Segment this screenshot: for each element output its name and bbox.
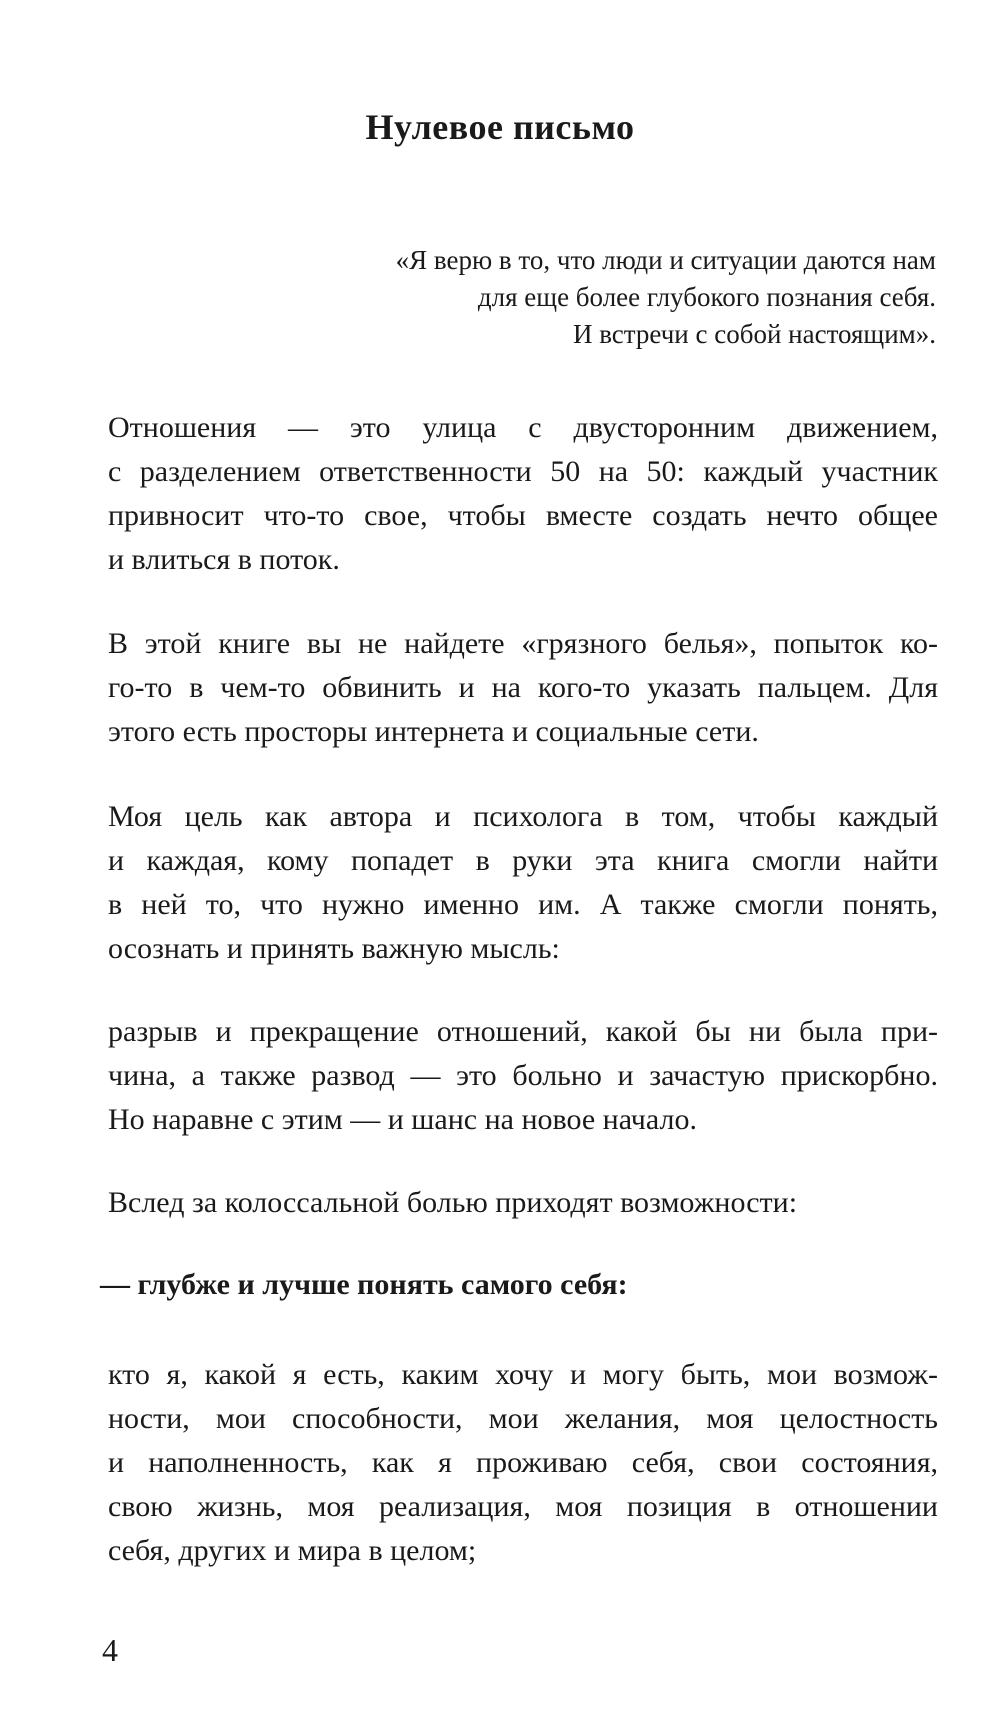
text-line: и каждая, кому попадет в руки эта книга смогли найти [108, 844, 938, 877]
text-line: Но наравне с этим — и шанс на новое начало. [108, 1103, 697, 1136]
text-line: и наполненность, как я проживаю себя, свои состояния, [108, 1446, 938, 1479]
paragraph-1 [108, 406, 938, 582]
text-line: чина, а также развод — это больно и зачастую прискорбно. [108, 1059, 938, 1092]
text-line: себя, других и мира в целом; [108, 1534, 477, 1567]
page-number: 4 [102, 1632, 118, 1668]
text-line: осознать и принять важную мысль: [108, 932, 560, 965]
paragraph-5 [108, 1181, 938, 1225]
paragraph-2 [108, 622, 938, 754]
text-line: разрыв и прекращение отношений, какой бы ни была при- [108, 1015, 938, 1048]
paragraph-4 [108, 1010, 938, 1142]
text-line: Вслед за колоссальной болью приходят возможности: [108, 1186, 798, 1219]
text-line: свою жизнь, моя реализация, моя позиция в отношении [108, 1490, 938, 1523]
text-line: ности, мои способности, мои желания, моя целостность [108, 1402, 938, 1435]
text-line: го-то в чем-то обвинить и на кого-то указать пальцем. Для [108, 671, 938, 704]
text-line: и влиться в поток. [108, 543, 340, 576]
section-subheading: — глубже и лучше понять самого себя: [100, 1268, 628, 1301]
epigraph-line: для еще более глубокого познания себя. [477, 282, 936, 312]
chapter-title: Нулевое письмо [365, 107, 635, 147]
text-line: в ней то, что нужно именно им. А также смогли понять, [108, 888, 938, 921]
text-line: кто я, какой я есть, каким хочу и могу быть, мои возмож- [108, 1358, 938, 1391]
paragraph-6 [108, 1353, 938, 1573]
text-line: В этой книге вы не найдете «грязного белья», попыток ко- [108, 627, 938, 660]
text-line: этого есть просторы интернета и социальные сети. [108, 715, 759, 748]
text-line: привносит что-то свое, чтобы вместе создать нечто общее [108, 499, 938, 532]
text-line: Моя цель как автора и психолога в том, чтобы каждый [108, 800, 938, 833]
text-line: Отношения — это улица с двусторонним движением, [108, 411, 938, 444]
paragraph-3 [108, 795, 938, 971]
epigraph-line: И встречи с собой настоящим». [572, 319, 936, 349]
epigraph [396, 242, 936, 353]
epigraph-line: «Я верю в то, что люди и ситуации даются нам [395, 245, 936, 275]
text-line: с разделением ответственности 50 на 50: каждый участник [108, 455, 938, 488]
